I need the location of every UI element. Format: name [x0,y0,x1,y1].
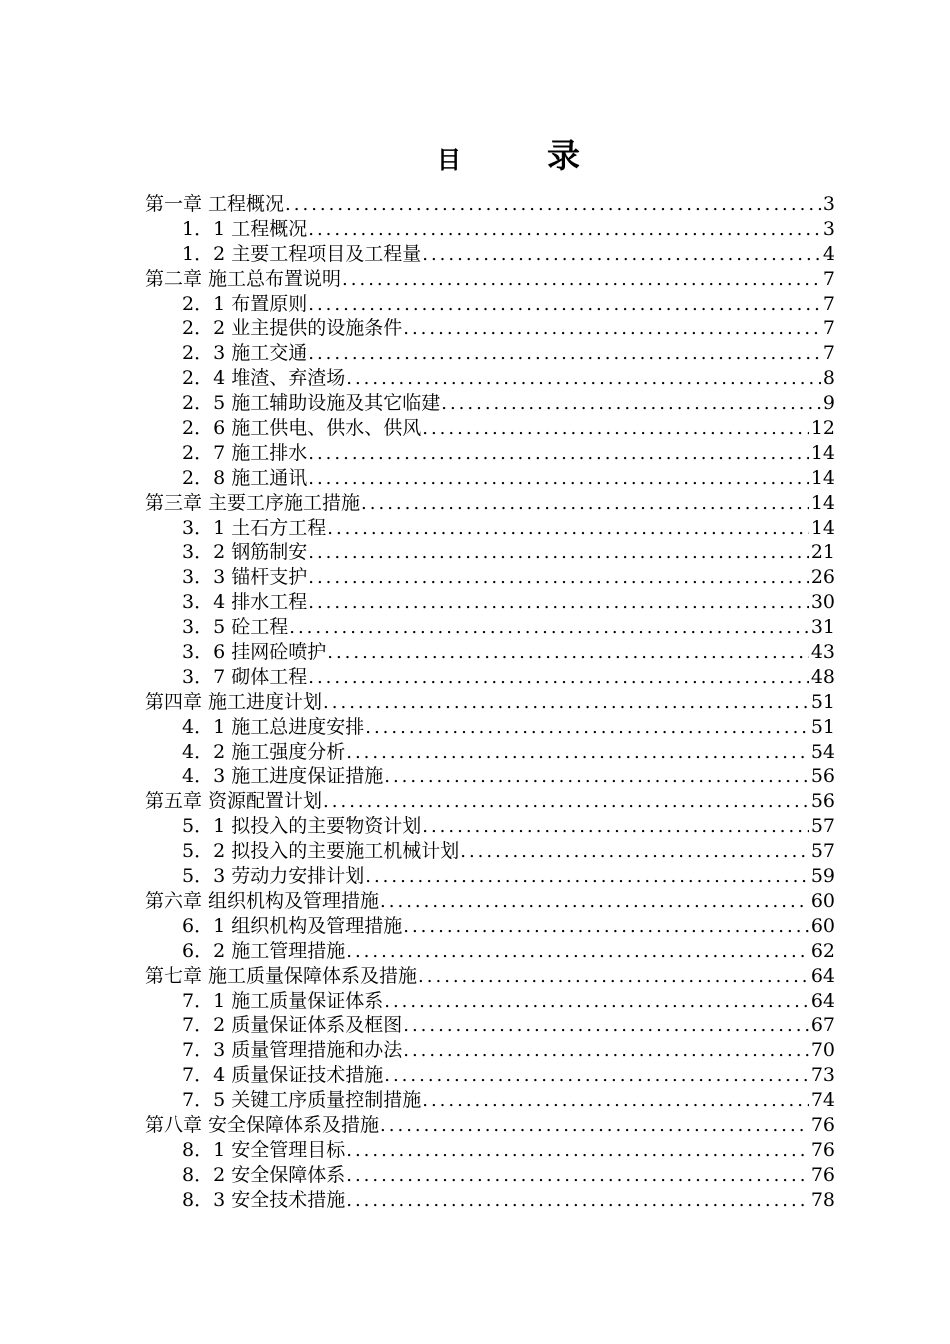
toc-entry-label: 第二章 施工总布置说明 [145,267,342,290]
dot-leader [285,193,821,218]
toc-entry-label: 第三章 主要工序施工措施 [145,491,361,514]
toc-section-entry[interactable] [145,590,835,615]
toc-section-entry[interactable] [145,1088,835,1113]
toc-entry-label: 3．3 锚杆支护 [182,566,308,589]
toc-entry-page-number: 21 [810,541,835,564]
toc-entry-page-number: 7 [822,267,835,290]
toc-entry-page-number: 8 [822,367,835,390]
toc-entry-page-number: 57 [810,815,835,838]
dot-leader [323,691,809,716]
toc-entry-page-number: 51 [810,715,835,738]
toc-section-entry[interactable] [145,814,835,839]
toc-entry-label: 7．1 施工质量保证体系 [182,989,384,1012]
toc-entry-label: 第四章 施工进度计划 [145,690,323,713]
dot-leader [346,1139,809,1164]
dot-leader [403,1014,809,1039]
toc-section-entry[interactable] [145,217,835,242]
toc-entry-page-number: 60 [810,889,835,912]
toc-chapter-entry[interactable] [145,491,835,516]
toc-section-entry[interactable] [145,864,835,889]
dot-leader [308,342,821,367]
toc-entry-page-number: 73 [810,1064,835,1087]
toc-entry-label: 第七章 施工质量保障体系及措施 [145,964,418,987]
toc-entry-label: 第六章 组织机构及管理措施 [145,889,380,912]
toc-entry-page-number: 4 [822,242,835,265]
toc-section-entry[interactable] [145,242,835,267]
toc-entry-page-number: 70 [810,1039,835,1062]
toc-section-entry[interactable] [145,341,835,366]
dot-leader [403,915,809,940]
dot-leader [342,268,821,293]
toc-entry-label: 4．3 施工进度保证措施 [182,765,384,788]
toc-section-entry[interactable] [145,441,835,466]
dot-leader [380,1114,809,1139]
toc-entry-page-number: 54 [810,740,835,763]
toc-entry-label: 4．2 施工强度分析 [182,740,346,763]
title-char-2: 录 [547,136,580,175]
toc-entry-page-number: 60 [810,914,835,937]
toc-section-entry[interactable] [145,1038,835,1063]
dot-leader [308,541,809,566]
toc-entry-page-number: 14 [810,491,835,514]
toc-chapter-entry[interactable] [145,192,835,217]
toc-entry-page-number: 3 [822,217,835,240]
toc-chapter-entry[interactable] [145,1113,835,1138]
toc-entry-label: 6．1 组织机构及管理措施 [182,914,403,937]
toc-section-entry[interactable] [145,1163,835,1188]
toc-entry-label: 2．7 施工排水 [182,441,308,464]
dot-leader [308,591,809,616]
dot-leader [346,1189,809,1214]
toc-entry-label: 2．4 堆渣、弃渣场 [182,367,346,390]
toc-chapter-entry[interactable] [145,690,835,715]
toc-entry-label: 1．1 工程概况 [182,217,308,240]
toc-section-entry[interactable] [145,391,835,416]
toc-entry-label: 4．1 施工总进度安排 [182,715,365,738]
toc-section-entry[interactable] [145,1063,835,1088]
toc-entry-label: 3．7 砌体工程 [182,665,308,688]
toc-entry-label: 1．2 主要工程项目及工程量 [182,242,422,265]
dot-leader [441,392,821,417]
toc-entry-label: 7．4 质量保证技术措施 [182,1064,384,1087]
dot-leader [384,1064,809,1089]
dot-leader [308,566,809,591]
toc-entry-page-number: 14 [810,466,835,489]
toc-entry-label: 7．3 质量管理措施和办法 [182,1039,403,1062]
toc-entry-label: 8．2 安全保障体系 [182,1163,346,1186]
toc-entry-page-number: 51 [810,690,835,713]
toc-entry-page-number: 76 [810,1113,835,1136]
toc-entry-page-number: 57 [810,840,835,863]
dot-leader [422,1089,809,1114]
dot-leader [346,741,809,766]
toc-entry-label: 5．2 拟投入的主要施工机械计划 [182,840,460,863]
toc-section-entry[interactable] [145,366,835,391]
dot-leader [460,840,809,865]
dot-leader [422,815,809,840]
dot-leader [308,442,809,467]
toc-entry-label: 2．2 业主提供的设施条件 [182,317,403,340]
toc-entry-label: 7．2 质量保证体系及框图 [182,1014,403,1037]
toc-entry-page-number: 3 [822,193,835,215]
toc-entry-label: 8．3 安全技术措施 [182,1188,346,1211]
toc-section-entry[interactable] [145,939,835,964]
toc-section-entry[interactable] [145,416,835,441]
toc-chapter-entry[interactable] [145,267,835,292]
dot-leader [384,765,809,790]
toc-entry-label: 第一章 工程概况 [145,193,285,215]
dot-leader [323,790,809,815]
toc-entry-label: 3．2 钢筋制安 [182,541,308,564]
toc-entry-label: 3．1 土石方工程 [182,516,327,539]
toc-entry-page-number: 78 [810,1188,835,1211]
toc-entry-label: 2．3 施工交通 [182,342,308,365]
dot-leader [289,616,809,641]
dot-leader [384,990,809,1015]
dot-leader [308,218,821,243]
toc-entry-label: 2．5 施工辅助设施及其它临建 [182,392,441,415]
toc-entry-page-number: 74 [810,1089,835,1112]
toc-section-entry[interactable] [145,516,835,541]
toc-entry-page-number: 30 [810,591,835,614]
toc-entry-label: 第五章 资源配置计划 [145,790,323,813]
dot-leader [308,293,821,318]
toc-section-entry[interactable] [145,1138,835,1163]
toc-entry-label: 8．1 安全管理目标 [182,1138,346,1161]
toc-entry-page-number: 59 [810,865,835,888]
toc-entry-page-number: 76 [810,1138,835,1161]
toc-section-entry[interactable] [145,665,835,690]
toc-chapter-entry[interactable] [145,789,835,814]
toc-section-entry[interactable] [145,740,835,765]
toc-section-entry[interactable] [145,989,835,1014]
toc-entry-label: 3．4 排水工程 [182,591,308,614]
toc-section-entry[interactable] [145,316,835,341]
toc-entry-label: 7．5 关键工序质量控制措施 [182,1089,422,1112]
dot-leader [365,865,809,890]
toc-entry-page-number: 76 [810,1163,835,1186]
dot-leader [327,517,809,542]
toc-entry-label: 5．1 拟投入的主要物资计划 [182,815,422,838]
toc-entry-page-number: 43 [810,641,835,664]
toc-entry-page-number: 12 [810,417,835,440]
toc-entry-label: 第八章 安全保障体系及措施 [145,1113,380,1136]
table-of-contents [145,192,835,1213]
dot-leader [380,890,809,915]
toc-section-entry[interactable] [145,715,835,740]
toc-section-entry[interactable] [145,764,835,789]
dot-leader [422,243,821,268]
dot-leader [365,716,809,741]
dot-leader [422,417,809,442]
toc-entry-page-number: 26 [810,566,835,589]
toc-section-entry[interactable] [145,1188,835,1213]
dot-leader [346,367,821,392]
dot-leader [346,940,809,965]
toc-entry-page-number: 64 [810,964,835,987]
toc-entry-page-number: 64 [810,989,835,1012]
toc-section-entry[interactable] [145,914,835,939]
toc-entry-page-number: 31 [810,616,835,639]
toc-section-entry[interactable] [145,292,835,317]
toc-entry-label: 2．1 布置原则 [182,292,308,315]
toc-entry-label: 3．5 砼工程 [182,616,289,639]
dot-leader [403,1039,809,1064]
dot-leader [308,666,809,691]
dot-leader [346,1164,809,1189]
toc-entry-page-number: 9 [822,392,835,415]
toc-entry-label: 6．2 施工管理措施 [182,939,346,962]
toc-entry-page-number: 48 [810,665,835,688]
toc-section-entry[interactable] [145,1013,835,1038]
toc-entry-page-number: 7 [822,317,835,340]
toc-entry-label: 3．6 挂网砼喷护 [182,641,327,664]
toc-entry-page-number: 56 [810,790,835,813]
dot-leader [418,965,809,990]
toc-entry-page-number: 14 [810,516,835,539]
dot-leader [361,492,809,517]
dot-leader [403,317,821,342]
toc-entry-page-number: 62 [810,939,835,962]
toc-entry-label: 2．6 施工供电、供水、供风 [182,417,422,440]
toc-chapter-entry[interactable] [145,889,835,914]
toc-entry-page-number: 14 [810,441,835,464]
toc-section-entry[interactable] [145,839,835,864]
toc-entry-label: 2．8 施工通讯 [182,466,308,489]
title-char-1: 目 [437,146,461,174]
toc-chapter-entry[interactable] [145,964,835,989]
dot-leader [308,467,809,492]
dot-leader [327,641,809,666]
toc-entry-page-number: 56 [810,765,835,788]
toc-entry-page-number: 7 [822,292,835,315]
toc-entry-page-number: 7 [822,342,835,365]
toc-section-entry[interactable] [145,615,835,640]
toc-section-entry[interactable] [145,565,835,590]
toc-entry-label: 5．3 劳动力安排计划 [182,865,365,888]
toc-entry-page-number: 67 [810,1014,835,1037]
toc-section-entry[interactable] [145,640,835,665]
toc-section-entry[interactable] [145,540,835,565]
toc-section-entry[interactable] [145,466,835,491]
